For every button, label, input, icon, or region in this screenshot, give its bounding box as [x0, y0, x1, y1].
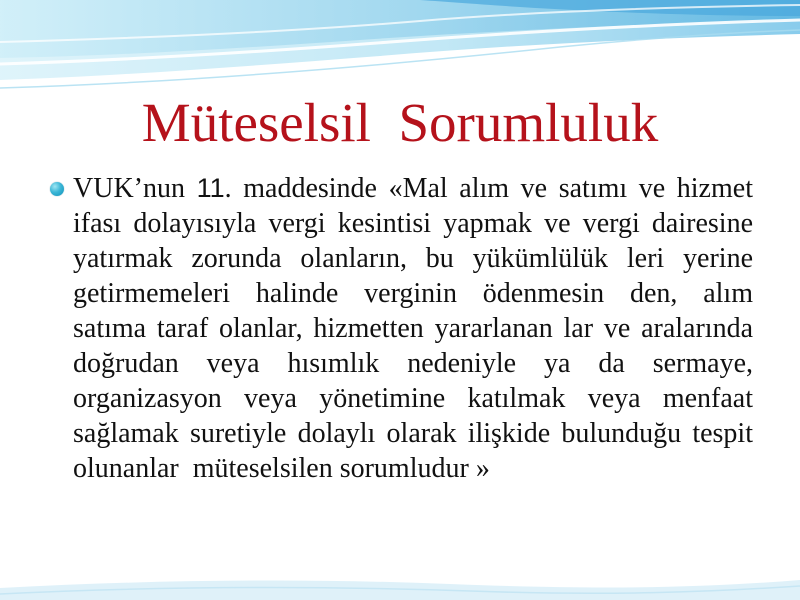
body-text-line: olunanlar müteselsilen sorumludur »	[73, 453, 490, 484]
body-text-line	[73, 171, 753, 206]
header-wave-decoration	[0, 0, 800, 92]
body-text-segment: VUK’nun	[73, 173, 197, 204]
body-text-line: ifası dolayısıyla vergi kesintisi yapmak ve vergi dairesine	[73, 208, 753, 239]
body-text-line: getirmemeleri halinde verginin ödenmesin den, alım	[73, 278, 753, 309]
footer-wave-decoration	[0, 556, 800, 600]
body-text-line: sağlamak suretiyle dolaylı olarak ilişkide bulunduğu tespit	[73, 418, 753, 449]
article-number: 11	[196, 173, 225, 203]
bullet-dot-icon	[50, 182, 64, 196]
body-text-line: yatırmak zorunda olanların, bu yükümlülük leri yerine	[73, 243, 753, 274]
slide-title: Müteselsil Sorumluluk	[141, 92, 659, 153]
body-text-segment: . maddesinde «Mal alım ve satımı ve hizmet	[224, 173, 753, 204]
bullet-paragraph	[73, 171, 753, 486]
body-text-line: satıma taraf olanlar, hizmetten yararlanan lar ve aralarında	[73, 313, 753, 344]
body-text-line: organizasyon veya yönetimine katılmak veya menfaat	[73, 383, 753, 414]
body-text-line: doğrudan veya hısımlık nedeniyle ya da sermaye,	[73, 348, 753, 379]
